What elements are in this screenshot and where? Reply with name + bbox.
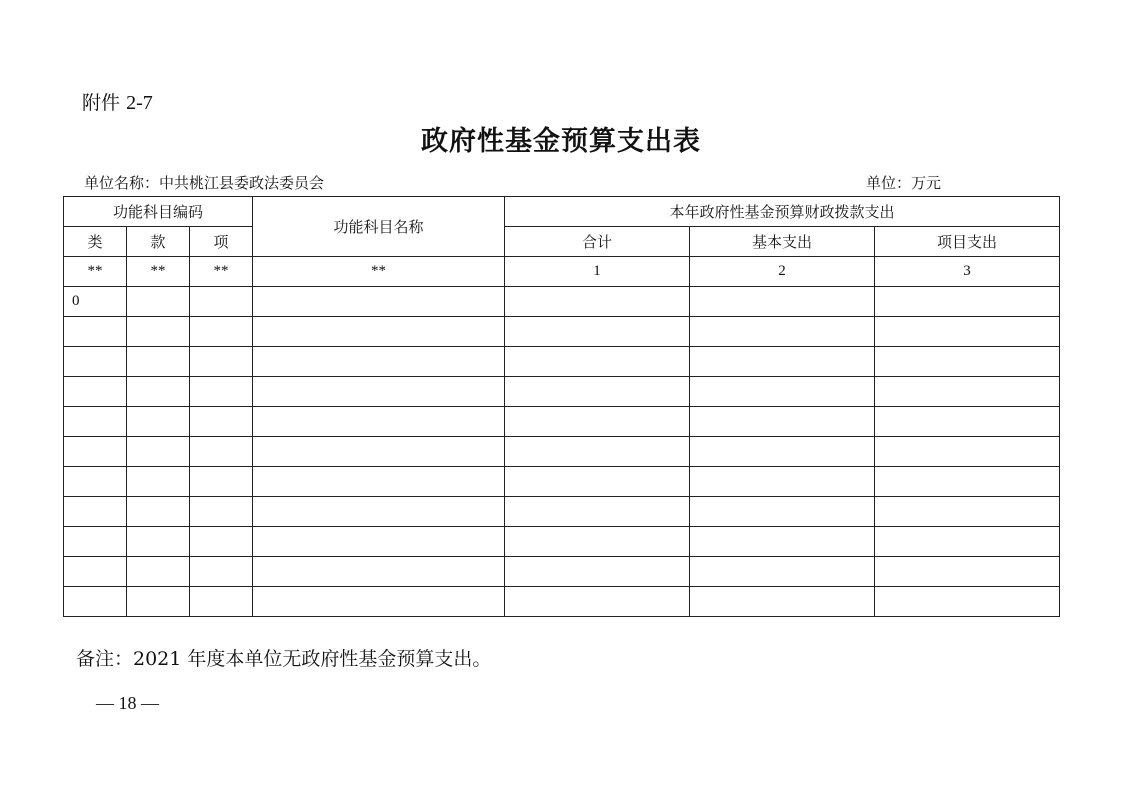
- table-cell: [505, 527, 690, 557]
- table-cell: [64, 437, 127, 467]
- table-cell: [875, 347, 1060, 377]
- table-cell: [64, 377, 127, 407]
- table-row: [64, 317, 1060, 347]
- table-cell: [190, 407, 253, 437]
- table-cell: [690, 557, 875, 587]
- table-cell: [875, 467, 1060, 497]
- currency-unit: 单位：万元: [866, 174, 942, 192]
- table-cell: [505, 287, 690, 317]
- header-subject-name: 功能科目名称: [253, 197, 505, 257]
- table-cell: [253, 347, 505, 377]
- header-class: 类: [64, 227, 127, 257]
- table-cell: [690, 437, 875, 467]
- table-row: [64, 287, 1060, 317]
- table-row: [64, 497, 1060, 527]
- table-cell: [127, 587, 190, 617]
- table-cell: [875, 287, 1060, 317]
- table-row: [64, 347, 1060, 377]
- table-cell: [875, 377, 1060, 407]
- table-cell: [64, 317, 127, 347]
- header-basic: 基本支出: [690, 227, 875, 257]
- attachment-label: [82, 88, 153, 115]
- header-code-group: 功能科目编码: [64, 197, 253, 227]
- page-title: 政府性基金预算支出表: [421, 126, 701, 157]
- table-cell: [127, 407, 190, 437]
- header-project: 项目支出: [875, 227, 1060, 257]
- attachment-number: 2-7: [126, 92, 153, 114]
- table-cell: [64, 497, 127, 527]
- table-cell: [875, 527, 1060, 557]
- table-cell: [505, 377, 690, 407]
- table-cell: [190, 437, 253, 467]
- table-cell: [690, 347, 875, 377]
- table-cell: [875, 587, 1060, 617]
- table-cell: [127, 437, 190, 467]
- table-cell: [253, 407, 505, 437]
- index-cell: **: [127, 257, 190, 287]
- table-cell: [505, 467, 690, 497]
- table-cell: [875, 407, 1060, 437]
- table-cell: [690, 467, 875, 497]
- table-cell: [690, 377, 875, 407]
- table-cell: [505, 407, 690, 437]
- table-cell: [64, 347, 127, 377]
- table-cell: [875, 557, 1060, 587]
- header-total: 合计: [505, 227, 690, 257]
- table-cell: [505, 587, 690, 617]
- table-cell: [690, 287, 875, 317]
- table-cell: [190, 587, 253, 617]
- table-cell: [253, 557, 505, 587]
- table-row: [64, 377, 1060, 407]
- table-cell: [127, 497, 190, 527]
- table-cell: [127, 287, 190, 317]
- table-header-row: [64, 197, 1060, 227]
- table-row: [64, 437, 1060, 467]
- table-cell: [690, 497, 875, 527]
- table-cell: [127, 347, 190, 377]
- table-cell: [875, 497, 1060, 527]
- table-cell: [253, 527, 505, 557]
- table-row: [64, 527, 1060, 557]
- table-cell: [190, 557, 253, 587]
- index-cell: 1: [505, 257, 690, 287]
- table-cell: [64, 557, 127, 587]
- table-row: [64, 467, 1060, 497]
- index-cell: **: [190, 257, 253, 287]
- table-cell: [64, 467, 127, 497]
- header-appropriation-group: 本年政府性基金预算财政拨款支出: [505, 197, 1060, 227]
- table-cell: [127, 317, 190, 347]
- table-cell: [190, 347, 253, 377]
- table-cell: [190, 497, 253, 527]
- table-cell: [505, 317, 690, 347]
- table-subheader-row: [64, 227, 1060, 257]
- index-cell: **: [64, 257, 127, 287]
- table-row: [64, 587, 1060, 617]
- table-cell: [253, 497, 505, 527]
- table-cell: [64, 407, 127, 437]
- index-cell: 2: [690, 257, 875, 287]
- attachment-label-text: 附件: [82, 92, 121, 114]
- table-cell: [127, 557, 190, 587]
- table-cell: [64, 587, 127, 617]
- table-cell: [505, 497, 690, 527]
- page-number: — 18 —: [96, 693, 159, 713]
- unit-name: 单位名称：中共桃江县委政法委员会: [84, 174, 325, 192]
- table-cell: [253, 317, 505, 347]
- table-cell: [253, 287, 505, 317]
- table-cell: [253, 467, 505, 497]
- index-cell: **: [253, 257, 505, 287]
- table-index-row: [64, 257, 1060, 287]
- table-cell: [253, 587, 505, 617]
- header-section: 款: [127, 227, 190, 257]
- table-cell: [505, 437, 690, 467]
- table-cell: [127, 377, 190, 407]
- footnote: 备注：2021 年度本单位无政府性基金预算支出。: [76, 648, 492, 670]
- table-row: [64, 407, 1060, 437]
- table-cell: [190, 527, 253, 557]
- table-cell: [127, 467, 190, 497]
- table-cell: [505, 557, 690, 587]
- table-cell: [127, 527, 190, 557]
- table-cell: [64, 527, 127, 557]
- table-cell: [690, 527, 875, 557]
- header-item: 项: [190, 227, 253, 257]
- table-cell: [690, 587, 875, 617]
- table-cell: [190, 287, 253, 317]
- table-cell: [190, 317, 253, 347]
- table-cell: [190, 377, 253, 407]
- table-cell: [875, 437, 1060, 467]
- table-row: [64, 557, 1060, 587]
- table-cell: [690, 317, 875, 347]
- table-cell: [253, 377, 505, 407]
- expenditure-table: [63, 196, 1060, 617]
- table-cell: [253, 437, 505, 467]
- index-cell: 3: [875, 257, 1060, 287]
- table-cell: [690, 407, 875, 437]
- table-cell: 0: [64, 287, 127, 317]
- table-cell: [190, 467, 253, 497]
- table-cell: [505, 347, 690, 377]
- table-cell: [875, 317, 1060, 347]
